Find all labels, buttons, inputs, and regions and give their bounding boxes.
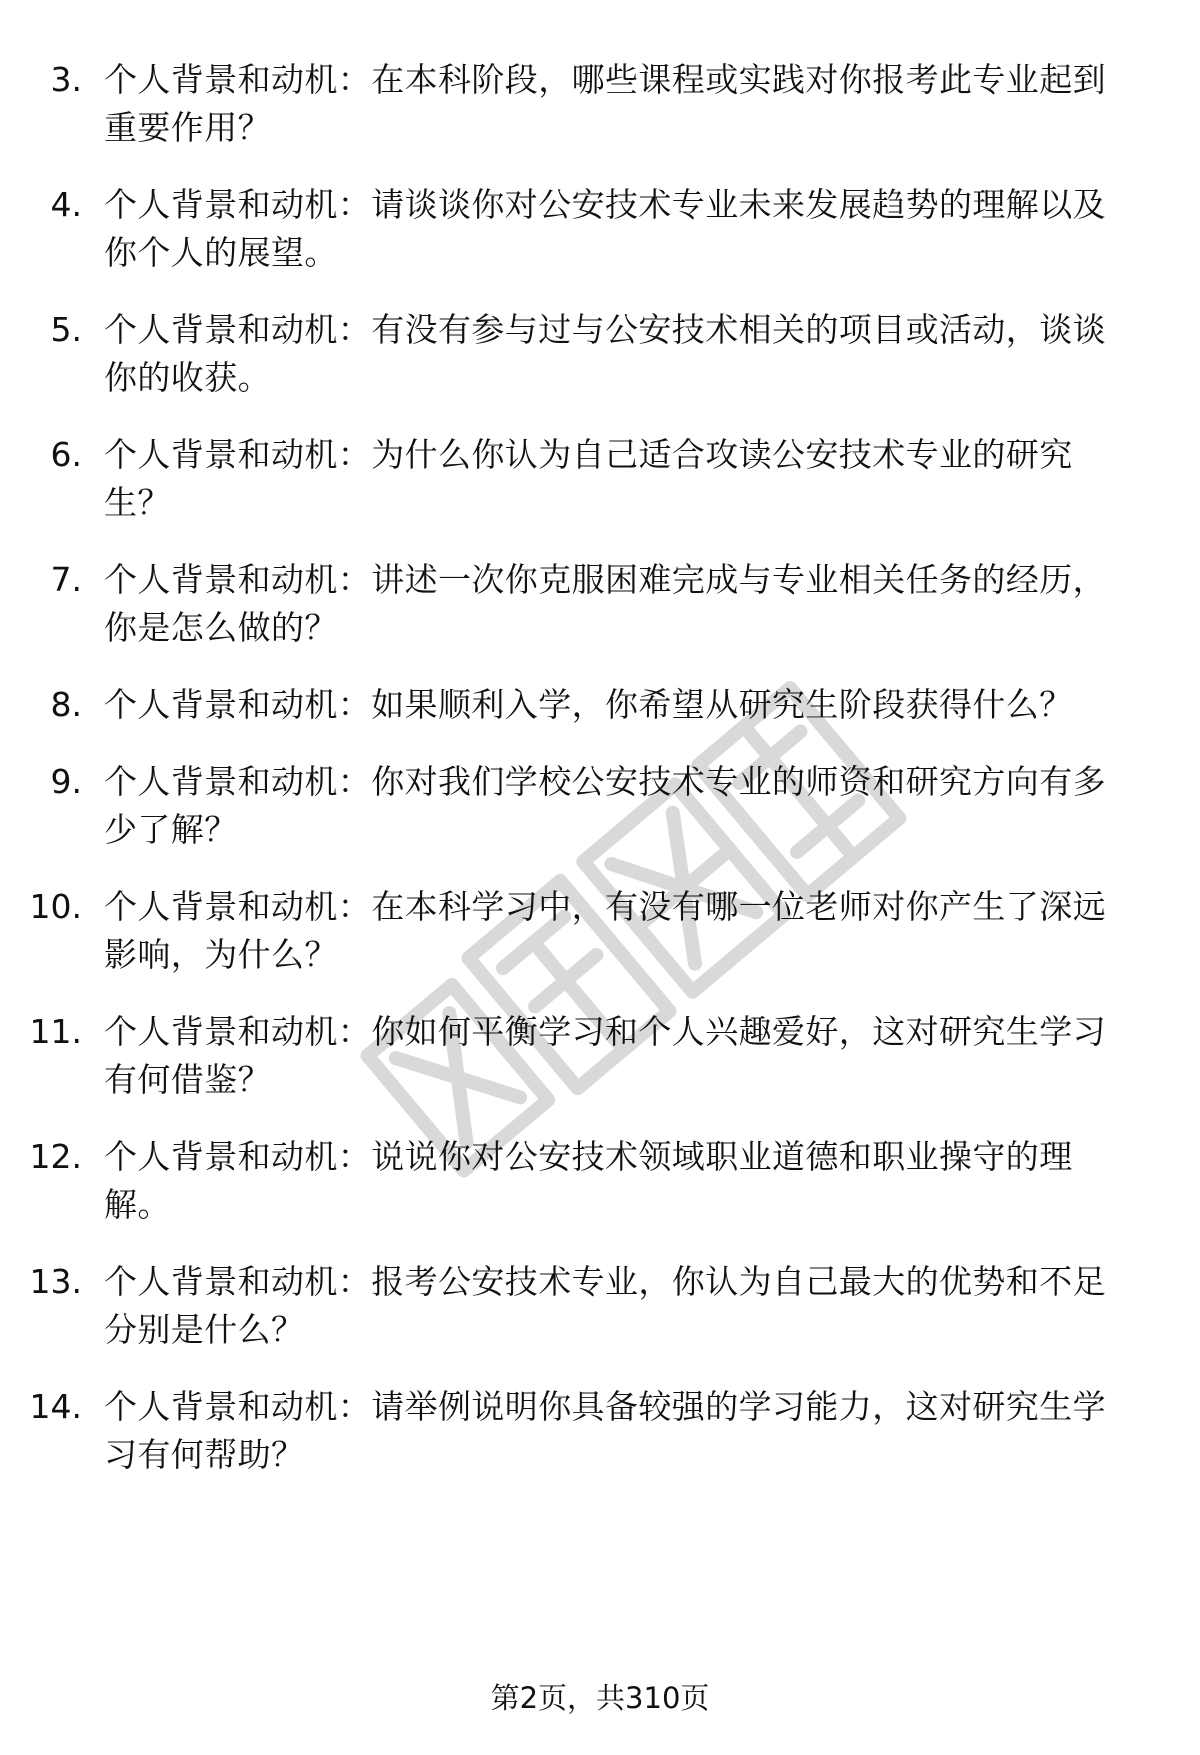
question-item [0,556,1200,652]
question-number: 3. [50,60,82,99]
question-number: 9. [50,762,82,801]
question-item [0,306,1200,402]
question-number: 14. [29,1387,82,1426]
question-text: 个人背景和动机：讲述一次你克服困难完成与专业相关任务的经历，你是怎么做的？ [104,560,1106,647]
question-number: 13. [29,1262,82,1301]
question-text: 个人背景和动机：如果顺利入学，你希望从研究生阶段获得什么？ [104,685,1073,724]
question-item [0,1383,1200,1479]
question-number: 6. [50,435,82,474]
page-footer: 第2页，共310页 [490,1681,710,1715]
question-item [0,883,1200,979]
question-number: 4. [50,185,82,224]
question-list [0,56,1200,1479]
question-text: 个人背景和动机：有没有参与过与公安技术相关的项目或活动，谈谈你的收获。 [104,310,1106,397]
question-item [0,758,1200,854]
document-page [0,56,1200,1508]
question-text: 个人背景和动机：报考公安技术专业，你认为自己最大的优势和不足分别是什么？ [104,1262,1106,1349]
question-number: 11. [29,1012,82,1051]
question-item [0,181,1200,277]
question-number: 12. [29,1137,82,1176]
question-item [0,1133,1200,1229]
question-number: 5. [50,310,82,349]
question-text: 个人背景和动机：为什么你认为自己适合攻读公安技术专业的研究生？ [104,435,1073,522]
question-item [0,56,1200,152]
question-item [0,1258,1200,1354]
question-text: 个人背景和动机：在本科阶段，哪些课程或实践对你报考此专业起到重要作用？ [104,60,1106,147]
question-text: 个人背景和动机：你如何平衡学习和个人兴趣爱好，这对研究生学习有何借鉴？ [104,1012,1106,1099]
question-text: 个人背景和动机：请举例说明你具备较强的学习能力，这对研究生学习有何帮助？ [104,1387,1106,1474]
question-text: 个人背景和动机：你对我们学校公安技术专业的师资和研究方向有多少了解？ [104,762,1106,849]
question-text: 个人背景和动机：请谈谈你对公安技术专业未来发展趋势的理解以及你个人的展望。 [104,185,1106,272]
question-item [0,431,1200,527]
question-item [0,681,1200,729]
question-text: 个人背景和动机：说说你对公安技术领域职业道德和职业操守的理解。 [104,1137,1073,1224]
question-text: 个人背景和动机：在本科学习中，有没有哪一位老师对你产生了深远影响，为什么？ [104,887,1106,974]
question-number: 7. [50,560,82,599]
question-number: 10. [29,887,82,926]
question-item [0,1008,1200,1104]
question-number: 8. [50,685,82,724]
